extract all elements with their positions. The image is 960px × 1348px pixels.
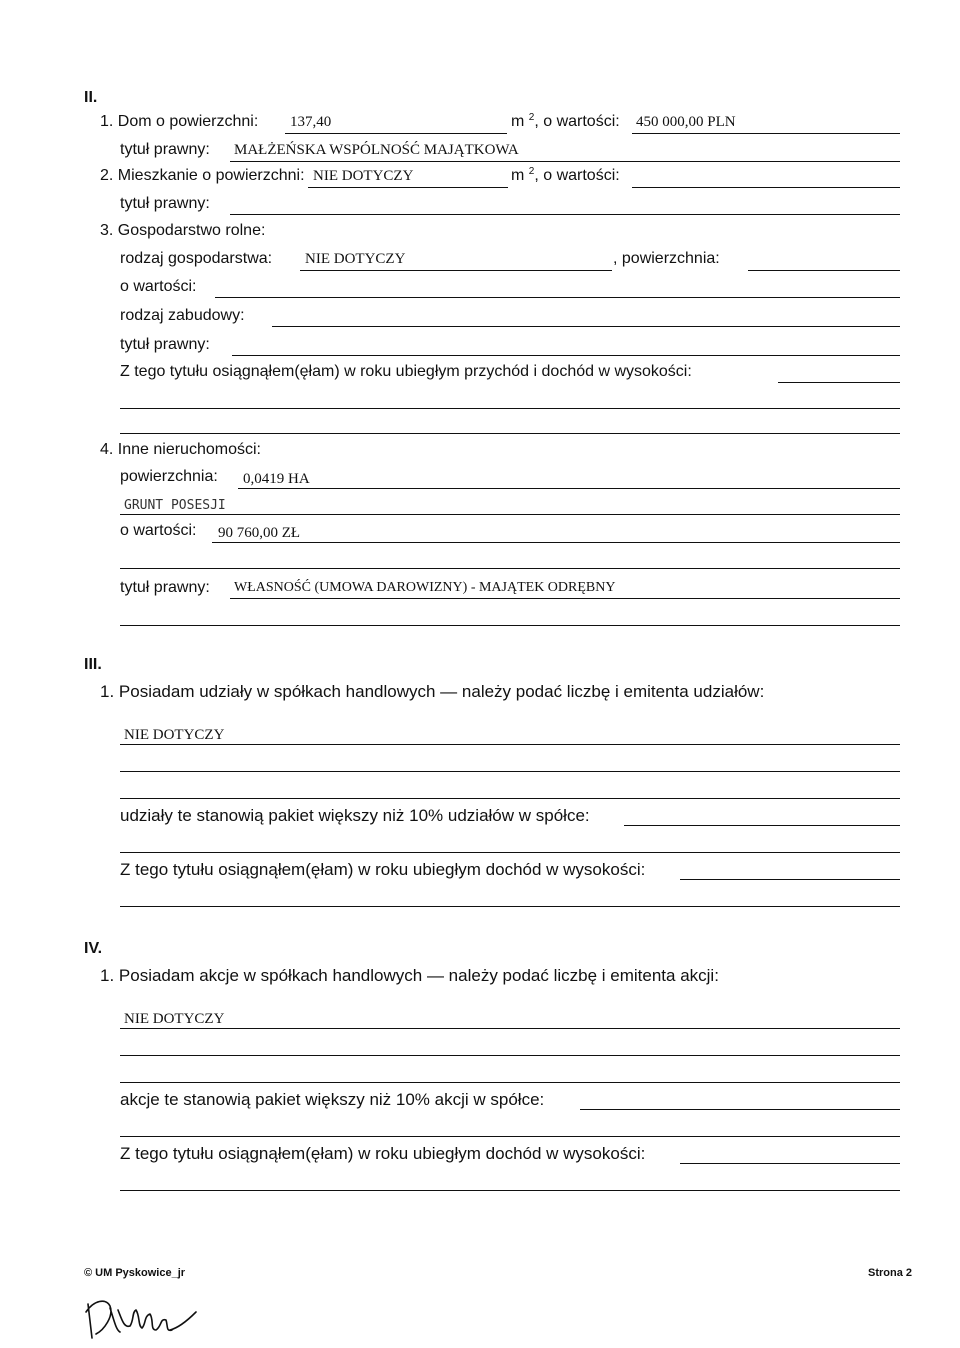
shares-line-2 bbox=[120, 771, 900, 772]
shares-label: 1. Posiadam udziały w spółkach handlowych — należy podać liczbę i emitenta udziałów: bbox=[100, 682, 765, 701]
other-extra-line bbox=[120, 568, 900, 569]
house-area-value[interactable]: 137,40 bbox=[290, 114, 332, 130]
stocks-label: 1. Posiadam akcje w spółkach handlowych — należy podać liczbę i emitenta akcji: bbox=[100, 966, 719, 985]
other-note-line bbox=[120, 514, 900, 515]
shares-packet-line bbox=[624, 825, 900, 826]
shares-line-1 bbox=[120, 744, 900, 745]
other-value-line bbox=[212, 542, 900, 543]
other-title-line bbox=[230, 598, 900, 599]
house-value[interactable]: 450 000,00 PLN bbox=[636, 114, 736, 130]
other-area-value[interactable]: 0,0419 HA bbox=[243, 471, 310, 487]
house-value-line bbox=[632, 133, 900, 134]
shares-packet-line-2 bbox=[120, 852, 900, 853]
house-title-label: tytuł prawny: bbox=[120, 141, 210, 158]
farm-type-label: rodzaj gospodarstwa: bbox=[120, 250, 273, 267]
flat-unit: m $^2$, o wartości: bbox=[511, 166, 620, 184]
farm-area-line bbox=[748, 270, 900, 271]
farm-income-label: Z tego tytułu osiągnąłem(ęłam) w roku ubiegłym przychód i dochód w wysokości: bbox=[120, 363, 692, 380]
farm-value-label: o wartości: bbox=[120, 278, 197, 295]
shares-answer[interactable]: NIE DOTYCZY bbox=[124, 727, 225, 743]
flat-area-value[interactable]: NIE DOTYCZY bbox=[313, 168, 414, 184]
farm-buildings-label: rodzaj zabudowy: bbox=[120, 307, 245, 324]
stocks-income-line bbox=[680, 1163, 900, 1164]
other-value[interactable]: 90 760,00 ZŁ bbox=[218, 525, 301, 541]
farm-area-label: , powierzchnia: bbox=[613, 250, 720, 267]
other-area-line bbox=[238, 488, 900, 489]
shares-income-line-2 bbox=[120, 906, 900, 907]
house-area-label: 1. Dom o powierzchni: bbox=[100, 113, 259, 130]
shares-packet-label: udziały te stanowią pakiet większy niż 10% udziałów w spółce: bbox=[120, 806, 590, 825]
flat-title-line bbox=[230, 214, 900, 215]
other-title-line-2 bbox=[120, 625, 900, 626]
shares-line-3 bbox=[120, 798, 900, 799]
house-title-line bbox=[230, 161, 900, 162]
farm-type-line bbox=[300, 270, 612, 271]
house-area-line bbox=[285, 133, 507, 134]
farm-title-line bbox=[232, 355, 900, 356]
section-heading-iv: IV. bbox=[84, 940, 103, 957]
farm-title-label: tytuł prawny: bbox=[120, 336, 210, 353]
flat-value-line bbox=[632, 187, 900, 188]
farm-type-value[interactable]: NIE DOTYCZY bbox=[305, 251, 406, 267]
section-heading-ii: II. bbox=[84, 89, 98, 106]
shares-income-line bbox=[680, 879, 900, 880]
section-heading-iii: III. bbox=[84, 656, 102, 673]
stocks-income-label: Z tego tytułu osiągnąłem(ęłam) w roku ubiegłym dochód w wysokości: bbox=[120, 1144, 646, 1163]
handwritten-signature bbox=[80, 1290, 210, 1342]
other-property-label: 4. Inne nieruchomości: bbox=[100, 441, 261, 458]
footer-page-number: Strona 2 bbox=[868, 1267, 913, 1279]
stocks-line-1 bbox=[120, 1028, 900, 1029]
flat-area-label: 2. Mieszkanie o powierzchni: bbox=[100, 167, 305, 184]
farm-value-line bbox=[215, 297, 900, 298]
other-value-label: o wartości: bbox=[120, 522, 197, 539]
other-title-value[interactable]: WŁASNOŚĆ (UMOWA DAROWIZNY) - MAJĄTEK ODRĘBNY bbox=[234, 580, 616, 595]
other-title-label: tytuł prawny: bbox=[120, 579, 210, 596]
other-area-label: powierzchnia: bbox=[120, 468, 218, 485]
stocks-line-3 bbox=[120, 1082, 900, 1083]
stocks-packet-line bbox=[580, 1109, 900, 1110]
farm-income-line-2 bbox=[120, 408, 900, 409]
house-unit: m $^2$, o wartości: bbox=[511, 112, 620, 130]
farm-income-line-3 bbox=[120, 433, 900, 434]
stocks-packet-label: akcje te stanowią pakiet większy niż 10% akcji w spółce: bbox=[120, 1090, 545, 1109]
house-title-value[interactable]: MAŁŻEŃSKA WSPÓLNOŚĆ MAJĄTKOWA bbox=[234, 142, 519, 158]
farm-income-line bbox=[778, 382, 900, 383]
flat-area-line bbox=[308, 187, 508, 188]
other-note-value[interactable]: GRUNT POSESJI bbox=[124, 498, 226, 513]
stocks-packet-line-2 bbox=[120, 1136, 900, 1137]
shares-income-label: Z tego tytułu osiągnąłem(ęłam) w roku ubiegłym dochód w wysokości: bbox=[120, 860, 646, 879]
footer-copyright: © UM Pyskowice_jr bbox=[84, 1267, 186, 1279]
farm-label: 3. Gospodarstwo rolne: bbox=[100, 222, 266, 239]
farm-buildings-line bbox=[272, 326, 900, 327]
stocks-line-2 bbox=[120, 1055, 900, 1056]
flat-title-label: tytuł prawny: bbox=[120, 195, 210, 212]
stocks-answer[interactable]: NIE DOTYCZY bbox=[124, 1011, 225, 1027]
stocks-income-line-2 bbox=[120, 1190, 900, 1191]
